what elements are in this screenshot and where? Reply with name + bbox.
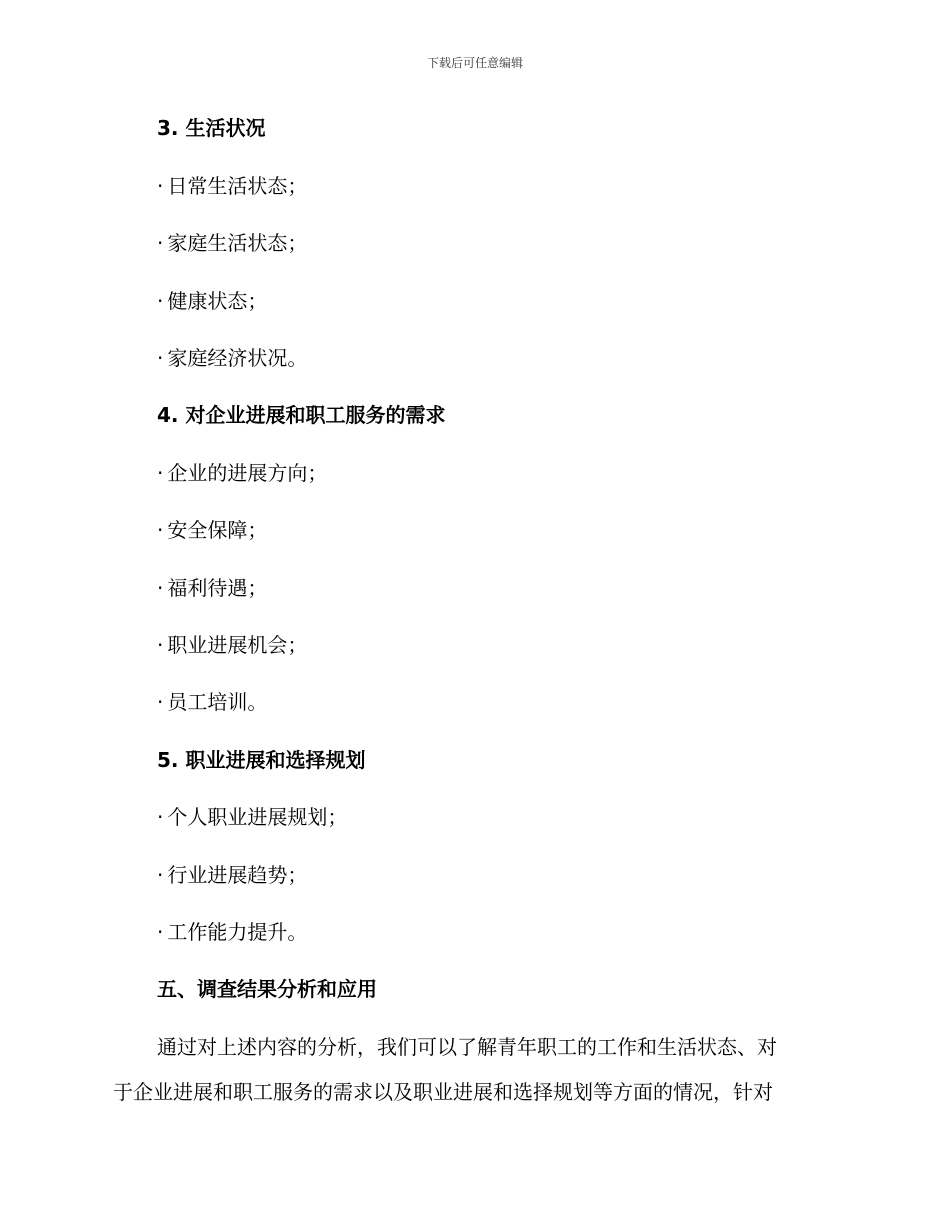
- list-item-text: 家庭生活状态；: [167, 231, 308, 255]
- list-item-text: 日常生活状态；: [167, 174, 308, 198]
- bullet-dot: ·: [157, 633, 164, 657]
- list-item: [157, 803, 347, 831]
- list-item-text: 工作能力提升。: [167, 920, 308, 944]
- section-heading-5: 5. 职业进展和选择规划: [157, 748, 366, 772]
- list-item-text: 福利待遇；: [167, 576, 268, 600]
- list-item: [157, 516, 267, 544]
- bullet-dot: ·: [157, 518, 164, 542]
- bullet-dot: ·: [157, 576, 164, 600]
- list-item-text: 职业进展机会；: [167, 633, 308, 657]
- section-heading-3: 3. 生活状况: [157, 116, 266, 140]
- paragraph-line-1: 通过对上述内容的分析，我们可以了解青年职工的工作和生活状态、对: [157, 1035, 777, 1059]
- section-heading-five: 五、调查结果分析和应用: [157, 977, 377, 1001]
- bullet-dot: ·: [157, 690, 164, 714]
- list-item-text: 健康状态；: [167, 289, 268, 313]
- section-heading-4: 4. 对企业进展和职工服务的需求: [157, 403, 446, 427]
- list-item-text: 家庭经济状况。: [167, 346, 308, 370]
- bullet-dot: ·: [157, 461, 164, 485]
- list-item: [157, 229, 307, 257]
- list-item: [157, 344, 307, 372]
- bullet-dot: ·: [157, 231, 164, 255]
- list-item: [157, 172, 307, 200]
- list-item: [157, 287, 267, 315]
- list-item-text: 个人职业进展规划；: [167, 805, 348, 829]
- paragraph-line-2: 于企业进展和职工服务的需求以及职业进展和选择规划等方面的情况，针对: [113, 1080, 773, 1104]
- list-item: [157, 631, 307, 659]
- list-item: [157, 688, 267, 716]
- bullet-dot: ·: [157, 289, 164, 313]
- list-item-text: 行业进展趋势；: [167, 863, 308, 887]
- bullet-dot: ·: [157, 805, 164, 829]
- list-item: [157, 918, 307, 946]
- list-item-text: 企业的进展方向；: [167, 461, 328, 485]
- bullet-dot: ·: [157, 346, 164, 370]
- list-item-text: 安全保障；: [167, 518, 268, 542]
- list-item: [157, 574, 267, 602]
- list-item: [157, 459, 327, 487]
- page-header: 下载后可任意编辑: [426, 56, 523, 70]
- bullet-dot: ·: [157, 920, 164, 944]
- bullet-dot: ·: [157, 174, 164, 198]
- list-item: [157, 861, 307, 889]
- list-item-text: 员工培训。: [167, 690, 268, 714]
- bullet-dot: ·: [157, 863, 164, 887]
